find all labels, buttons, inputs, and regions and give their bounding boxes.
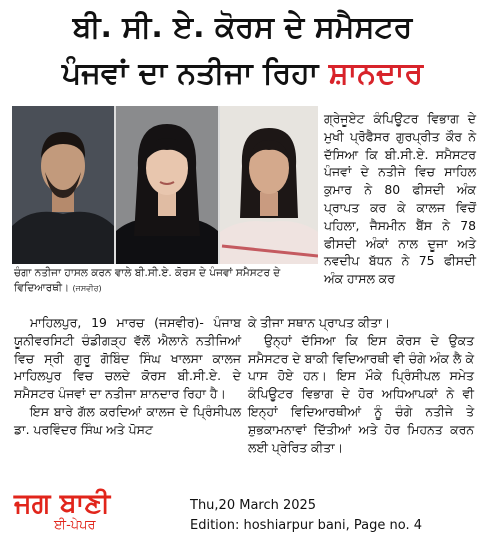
headline-line-1: ਬੀ. ਸੀ. ਏ. ਕੋਰਸ ਦੇ ਸਮੈਸਟਰ	[72, 10, 413, 45]
headline-line-2	[0, 54, 485, 94]
student-photos	[12, 106, 318, 264]
article-column-left	[14, 314, 241, 439]
article-column-right	[248, 314, 474, 456]
publication-date: Thu,20 March 2025	[190, 498, 317, 513]
article-paragraph: ਗ੍ਰੇਜੂਏਟ ਕੰਪਿਊਟਰ ਵਿਭਾਗ ਦੇ ਮੁਖੀ ਪ੍ਰੋਫੈਸਰ ਗੁਰਪ੍ਰੀਤ ਕੌਰ ਨੇ ਦੱਸਿਆ ਕਿ ਬੀ.ਸੀ.ਏ. ਸਮੈਸਟਰ ਪੰਜਵਾਂ ਦੇ ਨਤੀਜੇ ਵਿਚ ਸਾਹਿਲ ਕੁਮਾਰ ਨੇ 80 ਫੀਸਦੀ ਅੰਕ ਪ੍ਰਾਪਤ ਕਰ ਕੇ ਕਾਲਜ ਵਿਚੋਂ ਪਹਿਲਾ, ਜੈਸਮੀਨ ਬੈਂਸ ਨੇ 78 ਫੀਸਦੀ ਅੰਕਾਂ ਨਾਲ ਦੂਜਾ ਅਤੇ ਨਵਦੀਪ ਬੱਧਨ ਨੇ 75 ਫੀਸਦੀ ਅੰਕ ਹਾਸਲ ਕਰ	[324, 111, 476, 287]
student-photo-2	[116, 106, 218, 264]
footer	[0, 486, 485, 539]
student-photo-3	[220, 106, 318, 264]
photo-credit: (ਜਸਵੀਰ)	[72, 284, 102, 293]
photo-caption-text: ਚੰਗਾ ਨਤੀਜਾ ਹਾਸਲ ਕਰਨ ਵਾਲੇ ਬੀ.ਸੀ.ਏ. ਕੋਰਸ ਦੇ ਪੰਜਵਾਂ ਸਮੈਸਟਰ ਦੇ ਵਿਦਿਆਰਥੀ।	[14, 267, 281, 294]
headline-accent-word: ਸ਼ਾਨਦਾਰ	[328, 56, 424, 91]
article-paragraph: ਮਾਹਿਲਪੁਰ, 19 ਮਾਰਚ (ਜਸਵੀਰ)- ਪੰਜਾਬ ਯੂਨੀਵਰਸਿਟੀ ਚੰਡੀਗੜ੍ਹ ਵੱਲੋਂ ਐਲਾਨੇ ਨਤੀਜਿਆਂ ਵਿਚ ਸ੍ਰੀ ਗੁਰੂ ਗੋਬਿੰਦ ਸਿੰਘ ਖਾਲਸਾ ਕਾਲਜ ਮਾਹਿਲਪੁਰ ਵਿਚ ਚਲਦੇ ਕੋਰਸ ਬੀ.ਸੀ.ਏ. ਦੇ ਸਮੈਸਟਰ ਪੰਜਵਾਂ ਦਾ ਨਤੀਜਾ ਸ਼ਾਨਦਾਰ ਰਿਹਾ ਹੈ।	[14, 315, 241, 402]
headline-line-2-main: ਪੰਜਵਾਂ ਦਾ ਨਤੀਜਾ ਰਿਹਾ	[61, 56, 329, 91]
edition-info: Edition: hoshiarpur bani, Page no. 4	[190, 518, 423, 533]
article-column-right-top	[324, 110, 476, 288]
photo-caption	[14, 266, 318, 296]
article-paragraph: ਇਸ ਬਾਰੇ ਗੱਲ ਕਰਦਿਆਂ ਕਾਲਜ ਦੇ ਪ੍ਰਿੰਸੀਪਲ ਡਾ. ਪਰਵਿੰਦਰ ਸਿੰਘ ਅਤੇ ਪੋਸਟ	[14, 403, 241, 437]
article-paragraph: ਕੇ ਤੀਜਾ ਸਥਾਨ ਪ੍ਰਾਪਤ ਕੀਤਾ।	[248, 315, 391, 330]
student-photo-1	[12, 106, 114, 264]
newspaper-logo-sub: ਈ-ਪੇਪਰ	[54, 518, 96, 533]
article-paragraph: ਉਨ੍ਹਾਂ ਦੱਸਿਆ ਕਿ ਇਸ ਕੋਰਸ ਦੇ ਉਕਤ ਸਮੈਸਟਰ ਦੇ ਬਾਕੀ ਵਿਦਿਆਰਥੀ ਵੀ ਚੰਗੇ ਅੰਕ ਲੈ ਕੇ ਪਾਸ ਹੋਏ ਹਨ। ਇਸ ਮੌਕੇ ਪ੍ਰਿੰਸੀਪਲ ਸਮੇਤ ਕੰਪਿਊਟਰ ਵਿਭਾਗ ਦੇ ਹੋਰ ਅਧਿਆਪਕਾਂ ਨੇ ਵੀ ਇਨ੍ਹਾਂ ਵਿਦਿਆਰਥੀਆਂ ਨੂੰ ਚੰਗੇ ਨਤੀਜੇ ਤੇ ਸ਼ੁਭਕਾਮਨਾਵਾਂ ਦਿੱਤੀਆਂ ਅਤੇ ਹੋਰ ਮਿਹਨਤ ਕਰਨ ਲਈ ਪ੍ਰੇਰਿਤ ਕੀਤਾ।	[248, 332, 474, 455]
newspaper-logo: ਜਗ ਬਾਣੀ	[14, 488, 111, 519]
